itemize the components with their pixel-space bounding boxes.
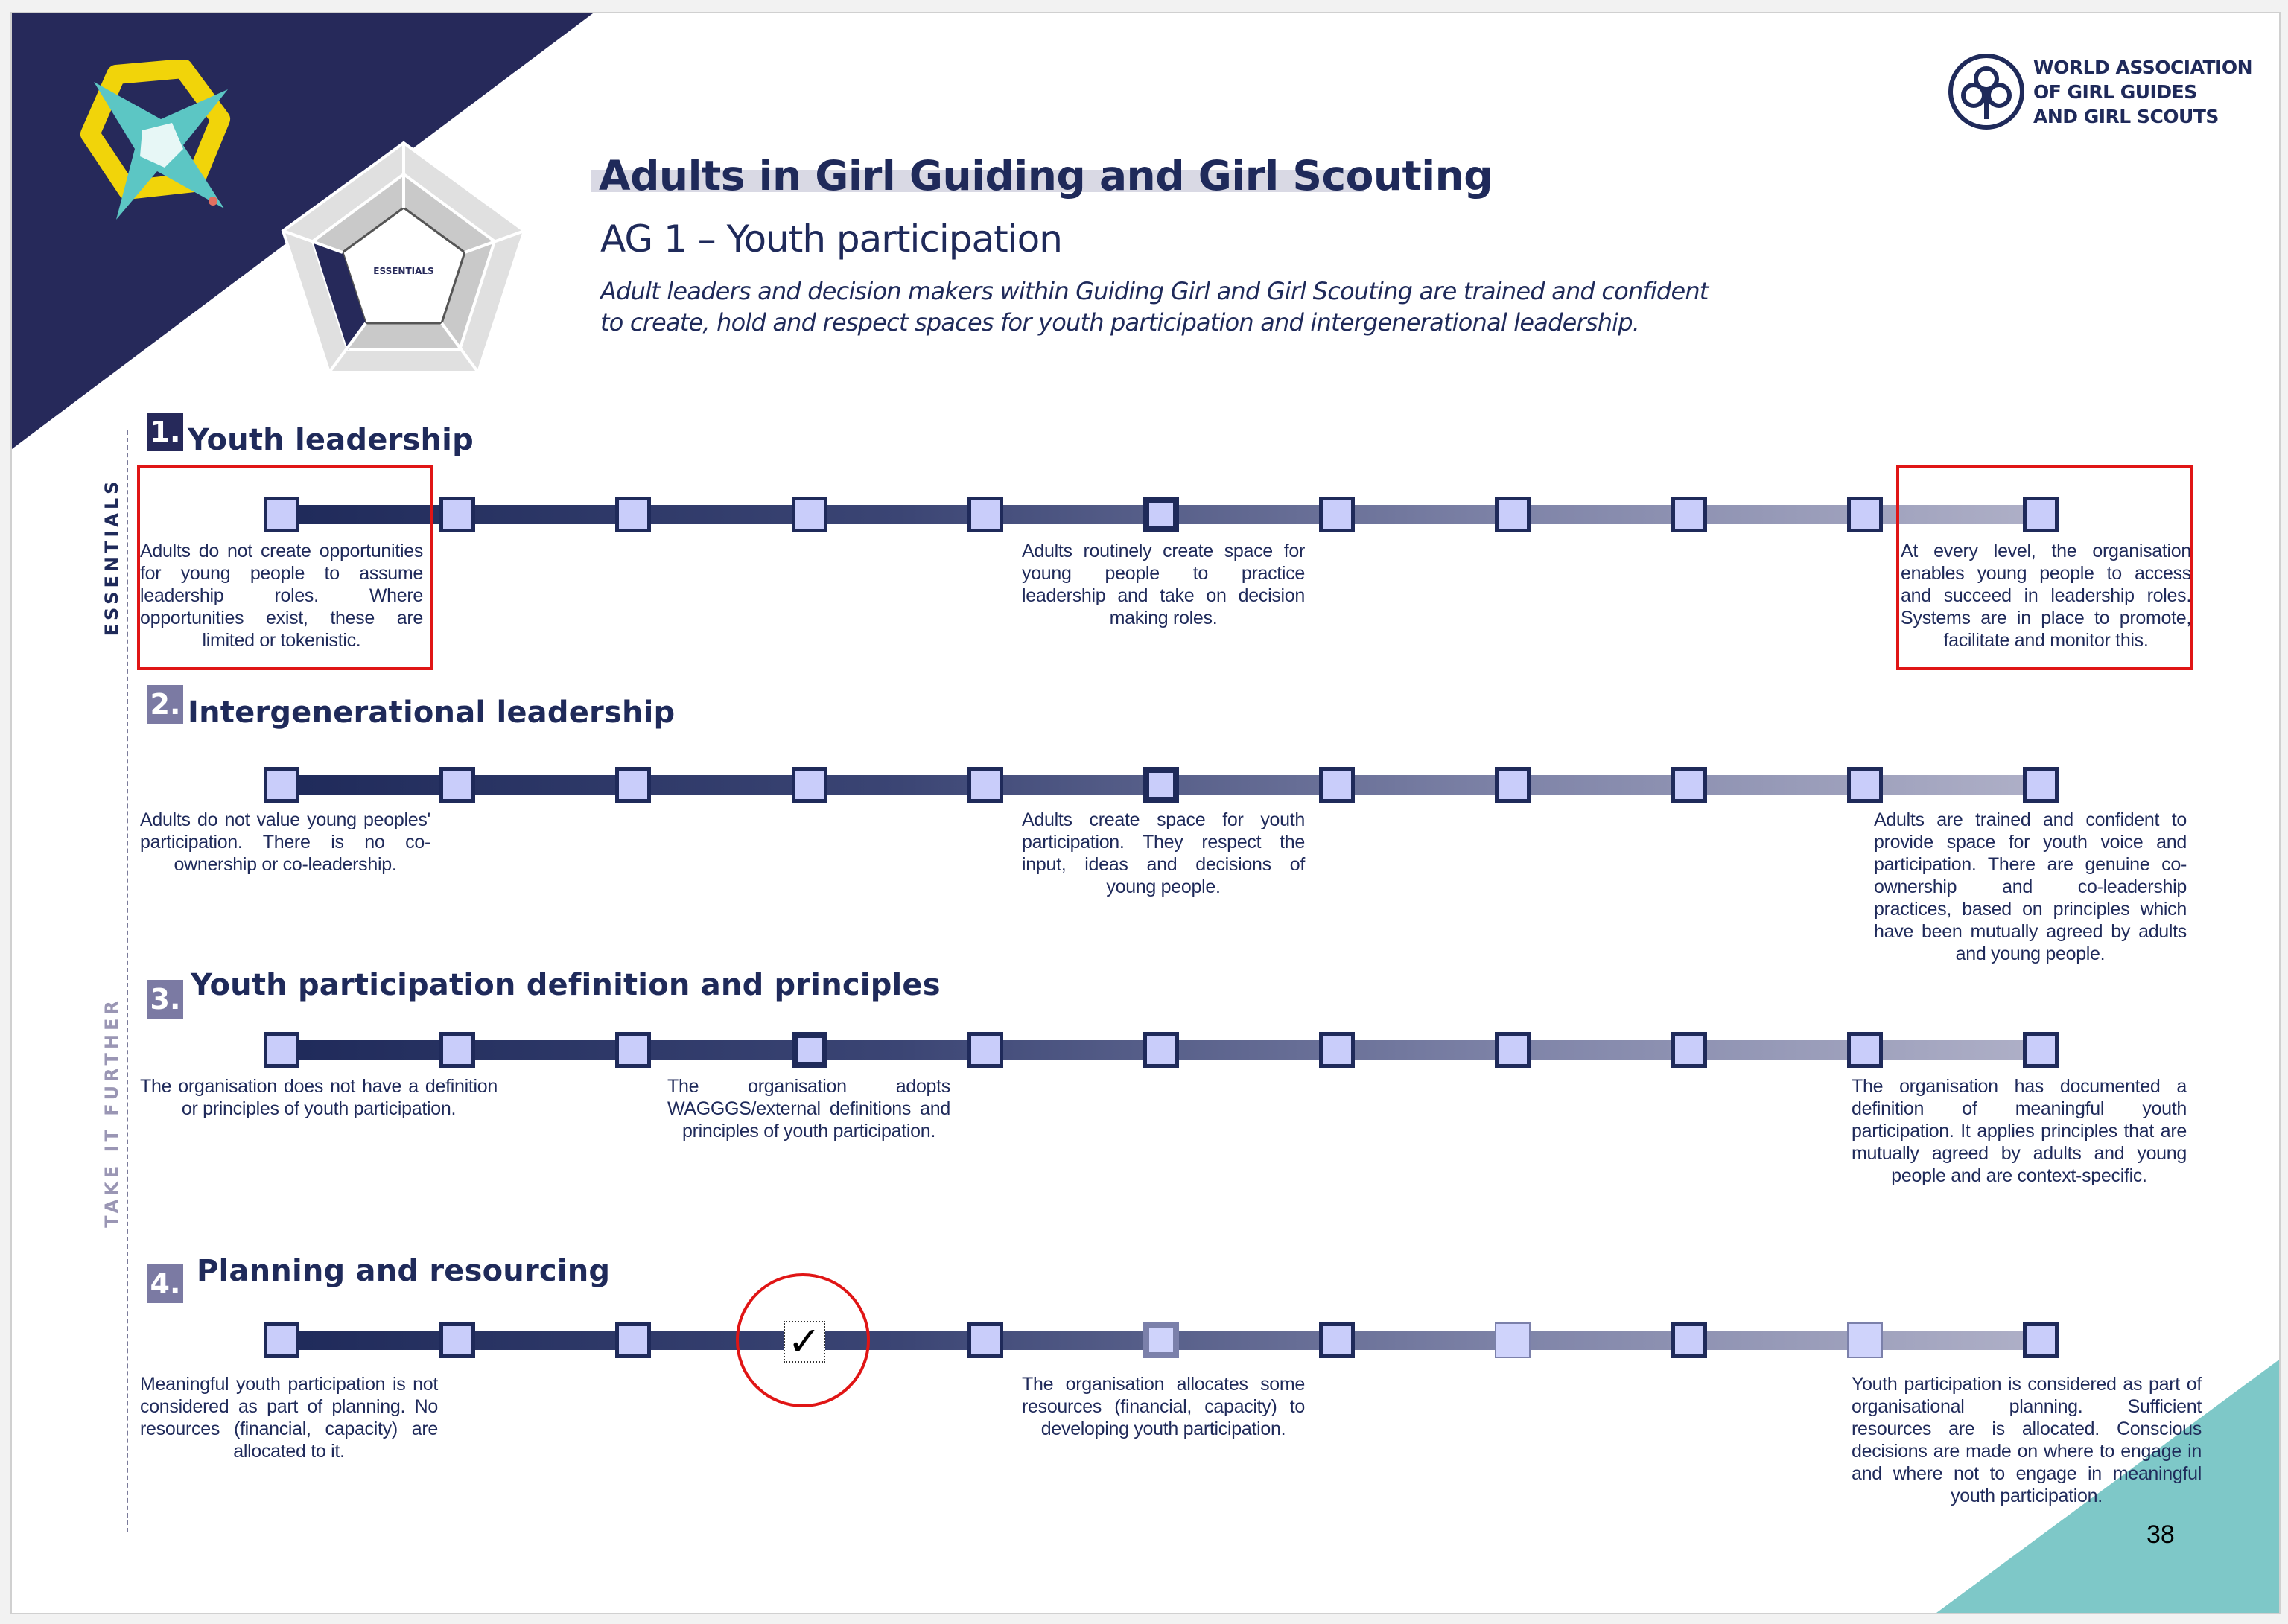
scale-step-8[interactable] xyxy=(1495,1322,1531,1358)
scale-step-2[interactable] xyxy=(439,1032,475,1068)
scale-step-7[interactable] xyxy=(1319,497,1355,532)
scale-step-6[interactable] xyxy=(1143,1032,1179,1068)
scale-step-11[interactable] xyxy=(2023,1032,2059,1068)
scale-step-7[interactable] xyxy=(1319,767,1355,803)
section-title: Planning and resourcing xyxy=(197,1254,611,1288)
scale-step-6[interactable] xyxy=(1143,767,1179,803)
trefoil-icon xyxy=(1947,52,2026,131)
section-number: 2. xyxy=(147,685,183,724)
section-title: Youth participation definition and principles xyxy=(191,968,941,1002)
page-description: Adult leaders and decision makers within Guiding Girl and Girl Scouting are trained and confident to create, hold and respect spaces for youth participation and intergenerational leadership. xyxy=(600,277,1709,337)
star-hexagon-icon xyxy=(72,60,243,231)
scale-step-8[interactable] xyxy=(1495,767,1531,803)
scale-step-1[interactable] xyxy=(264,497,299,532)
document-page xyxy=(10,12,2281,1614)
scale-step-4[interactable] xyxy=(792,497,827,532)
description-left: Adults do not create opportunities for young people to assume leadership roles. Where opportunities exist, these are limited or tokenistic. xyxy=(140,541,423,651)
scale-step-4[interactable] xyxy=(792,767,827,803)
description-left: Adults do not value young peoples' participation. There is no co-ownership or co-leadership. xyxy=(140,809,430,875)
scale-step-8[interactable] xyxy=(1495,1032,1531,1068)
page-number: 38 xyxy=(2146,1520,2175,1549)
description-middle: The organisation allocates some resources (financial, capacity) to developing youth participation. xyxy=(1022,1374,1305,1439)
scale-step-8[interactable] xyxy=(1495,497,1531,532)
section-title: Youth leadership xyxy=(188,423,474,457)
section-title: Intergenerational leadership xyxy=(188,695,676,730)
scale-step-11[interactable] xyxy=(2023,497,2059,532)
logo-line: AND GIRL SCOUTS xyxy=(2033,105,2219,127)
section-number: 4. xyxy=(147,1264,183,1303)
scale-step-3[interactable] xyxy=(615,1032,651,1068)
scale-step-10[interactable] xyxy=(1847,767,1883,803)
description-middle: Adults routinely create space for young people to practice leadership and take on decision making roles. xyxy=(1022,541,1305,628)
description-left: The organisation does not have a definition or principles of youth participation. xyxy=(140,1076,498,1119)
scale-step-3[interactable] xyxy=(615,1322,651,1358)
take-it-further-side-label: TAKE IT FURTHER xyxy=(101,997,122,1228)
description-right: Youth participation is considered as part of organisational planning. Sufficient resources are is allocated. Conscious decisions are made on where to engage in and where not to engage in meaningful youth participation. xyxy=(1852,1374,2202,1506)
scale-step-11[interactable] xyxy=(2023,1322,2059,1358)
essentials-side-label: ESSENTIALS xyxy=(101,477,122,637)
scale-step-5[interactable] xyxy=(967,767,1003,803)
scale-step-7[interactable] xyxy=(1319,1032,1355,1068)
pentagon-center-label: ESSENTIALS xyxy=(373,266,434,276)
scale-step-10[interactable] xyxy=(1847,1032,1883,1068)
scale-step-11[interactable] xyxy=(2023,767,2059,803)
logo-line: OF GIRL GUIDES xyxy=(2033,80,2197,103)
scale-step-2[interactable] xyxy=(439,497,475,532)
scale-step-9[interactable] xyxy=(1671,1322,1707,1358)
scale-step-2[interactable] xyxy=(439,767,475,803)
page-subtitle: AG 1 – Youth participation xyxy=(600,217,1062,261)
scale-step-3[interactable] xyxy=(615,767,651,803)
scale-step-5[interactable] xyxy=(967,1032,1003,1068)
scale-step-10[interactable] xyxy=(1847,1322,1883,1358)
section-number: 3. xyxy=(147,980,183,1019)
scale-step-1[interactable] xyxy=(264,767,299,803)
description-right: At every level, the organisation enables young people to access and succeed in leadership roles. Systems are in place to promote, facilitate and monitor this. xyxy=(1901,541,2191,651)
scale-step-2[interactable] xyxy=(439,1322,475,1358)
scale-step-4[interactable] xyxy=(792,1032,827,1068)
description-middle: Adults create space for youth participation. They respect the input, ideas and decisions of young people. xyxy=(1022,809,1305,897)
scale-step-5[interactable] xyxy=(967,1322,1003,1358)
pentagon-diagram xyxy=(277,137,530,383)
scale-step-3[interactable] xyxy=(615,497,651,532)
logo-line: WORLD ASSOCIATION xyxy=(2033,56,2253,78)
scale-step-1[interactable] xyxy=(264,1322,299,1358)
section-number: 1. xyxy=(147,413,183,451)
scale-step-9[interactable] xyxy=(1671,767,1707,803)
page-title: Adults in Girl Guiding and Girl Scouting xyxy=(599,152,1493,200)
description-right: The organisation has documented a definition of meaningful youth participation. It applies principles that are mutually agreed by adults and young people and are context-specific. xyxy=(1852,1076,2187,1186)
wagggs-logo xyxy=(1947,52,2252,131)
highlight-box-left xyxy=(137,465,433,670)
selected-step-checkbox[interactable]: ✓ xyxy=(784,1321,825,1363)
side-dashed-line xyxy=(127,430,128,1532)
scale-step-7[interactable] xyxy=(1319,1322,1355,1358)
scale-step-10[interactable] xyxy=(1847,497,1883,532)
scale-step-5[interactable] xyxy=(967,497,1003,532)
description-right: Adults are trained and confident to provide space for youth voice and participation. There are genuine co-ownership and co-leadership practices, based on principles which have been mutually agreed by adults and young people. xyxy=(1874,809,2187,964)
scale-step-1[interactable] xyxy=(264,1032,299,1068)
scale-step-9[interactable] xyxy=(1671,1032,1707,1068)
description-left: Meaningful youth participation is not considered as part of planning. No resources (financial, capacity) are allocated to it. xyxy=(140,1374,438,1462)
description-middle: The organisation adopts WAGGGS/external definitions and principles of youth participation. xyxy=(667,1076,950,1141)
highlight-box-right xyxy=(1896,465,2193,670)
scale-step-9[interactable] xyxy=(1671,497,1707,532)
scale-step-6[interactable] xyxy=(1143,497,1179,532)
scale-step-6[interactable] xyxy=(1143,1322,1179,1358)
